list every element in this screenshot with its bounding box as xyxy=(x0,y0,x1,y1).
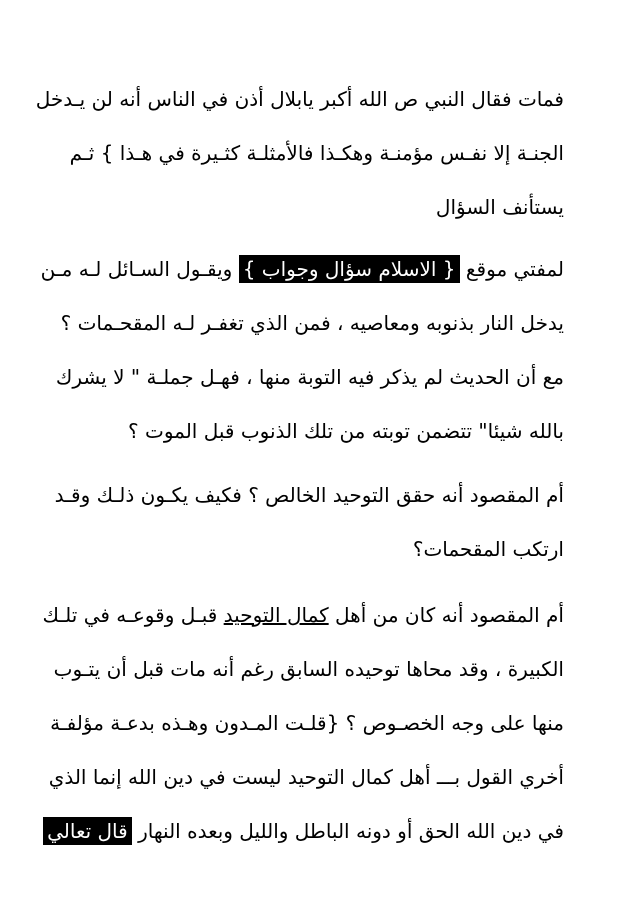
text-run: ويقـول السـائل لـه مـن xyxy=(40,257,233,281)
text-line: الكبيرة ، وقد محاها توحيده السابق رغم أنه مات قبل أن يتـوب xyxy=(53,657,564,681)
text-line: منها على وجه الخصـوص ؟ {قلـت المـدون وهـذه بدعـة مؤلفـة xyxy=(50,711,564,735)
highlighted-quote-label: قال تعالي xyxy=(43,817,132,845)
paragraph-1 xyxy=(35,72,564,234)
text-line: الجنـة إلا نفـس مؤمنـة وهكـذا فالأمثلـة كثـيرة في هـذا } ثـم xyxy=(69,141,564,165)
text-line: أم المقصود أنه حقق التوحيد الخالص ؟ فكيف يكـون ذلـك وقـد xyxy=(54,483,564,507)
highlighted-source-label: { الاسلام سؤال وجواب } xyxy=(239,255,460,283)
text-run: لمفتي موقع xyxy=(465,257,564,281)
document-page xyxy=(35,72,564,858)
text-line: بالله شيئا" تتضمن توبته من تلك الذنوب قبل الموت ؟ xyxy=(128,419,564,443)
text-line: مع أن الحديث لم يذكر فيه التوبة منها ، فهـل جملـة " لا يشرك xyxy=(55,365,564,389)
text-line: يستأنف السؤال xyxy=(435,195,564,219)
text-line xyxy=(42,588,564,642)
paragraph-3 xyxy=(54,468,564,576)
text-line: أخري القول بـــ أهل كمال التوحيد ليست في دين الله إنما الذي xyxy=(48,765,564,789)
text-line: فمات فقال النبي ص الله أكبر يابلال أذن في الناس أنه لن يـدخل xyxy=(35,87,564,111)
paragraph-2 xyxy=(40,242,564,458)
text-line: يدخل النار بذنوبه ومعاصيه ، فمن الذي تغفـر لـه المقحـمات ؟ xyxy=(60,311,564,335)
text-line: ارتكب المقحمات؟ xyxy=(412,537,564,561)
underlined-term: كمال التوحيد xyxy=(223,603,329,627)
text-run: أم المقصود أنه كان من أهل xyxy=(335,603,564,627)
text-run: في دين الله الحق أو دونه الباطل والليل وبعده النهار xyxy=(138,819,564,843)
text-line xyxy=(40,242,564,296)
text-run: قبـل وقوعـه في تلـك xyxy=(42,603,218,627)
paragraph-4 xyxy=(42,588,564,858)
text-line xyxy=(47,804,564,858)
